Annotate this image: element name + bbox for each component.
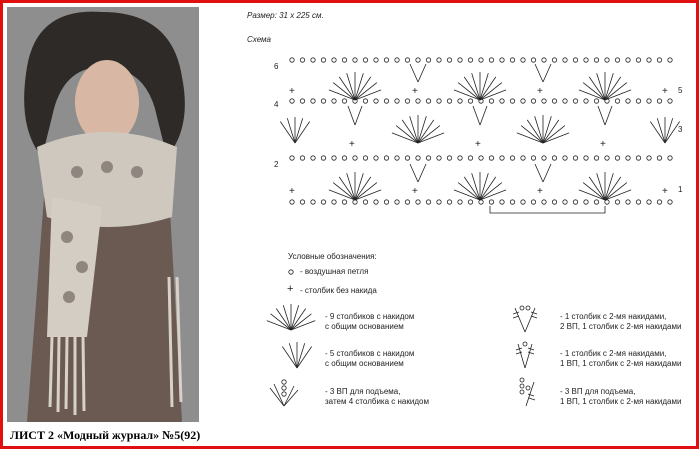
svg-text:+: + [662,186,668,197]
legend-r1-1: - 1 столбик с 2-мя накидами, [560,312,667,321]
legend-title: Условные обозначения: [288,252,377,261]
legend-five-1: - 5 столбиков с накидом [325,349,415,358]
svg-text:+: + [349,139,355,150]
svg-text:+: + [600,139,606,150]
svg-text:+: + [412,86,418,97]
page-caption: ЛИСТ 2 «Модный журнал» №5(92) [10,428,201,442]
svg-text:+: + [289,186,295,197]
row-number-1: 1 [678,185,683,194]
svg-text:+: + [475,139,481,150]
tr-1ch-tr-icon [510,340,540,372]
single-crochet-icon: + [287,283,294,294]
legend-r3-2: 1 ВП, 1 столбик с 2-мя накидами [560,397,682,406]
nine-dc-fan-icon [262,302,320,332]
svg-text:+: + [537,186,543,197]
legend-r2-1: - 1 столбик с 2-мя накидами, [560,349,667,358]
row-number-3: 3 [678,125,683,134]
turning-chain-fan-icon [264,378,304,410]
legend-symbols-basic [285,264,299,294]
row-number-6: 6 [274,62,279,71]
five-dc-fan-icon [282,340,312,370]
svg-text:+: + [412,186,418,197]
legend-r2-2: 1 ВП, 1 столбик с 2-мя накидами [560,359,682,368]
legend-three-2: затем 4 столбика с накидом [325,397,429,406]
row-number-2: 2 [274,160,279,169]
row-number-4: 4 [274,100,279,109]
chain-stitch-icon [289,270,293,274]
legend-three-1: - 3 ВП для подъема, [325,387,401,396]
legend-r1-2: 2 ВП, 1 столбик с 2-мя накидами [560,322,682,331]
legend-nine-1: - 9 столбиков с накидом [325,312,415,321]
size-text: Размер: 31 х 225 см. [247,11,324,20]
legend-r3-1: - 3 ВП для подъема, [560,387,636,396]
legend-five-2: с общим основанием [325,359,404,368]
legend-nine-2: с общим основанием [325,322,404,331]
legend-chain: - воздушная петля [300,267,369,276]
svg-text:+: + [662,86,668,97]
legend-sc: - столбик без накида [300,286,377,295]
tr-2ch-tr-icon [510,304,540,336]
scheme-label: Схема [247,35,271,44]
svg-text:+: + [537,86,543,97]
turning-chain-tr-icon [512,376,542,410]
svg-text:+: + [289,86,295,97]
row-number-5: 5 [678,86,683,95]
